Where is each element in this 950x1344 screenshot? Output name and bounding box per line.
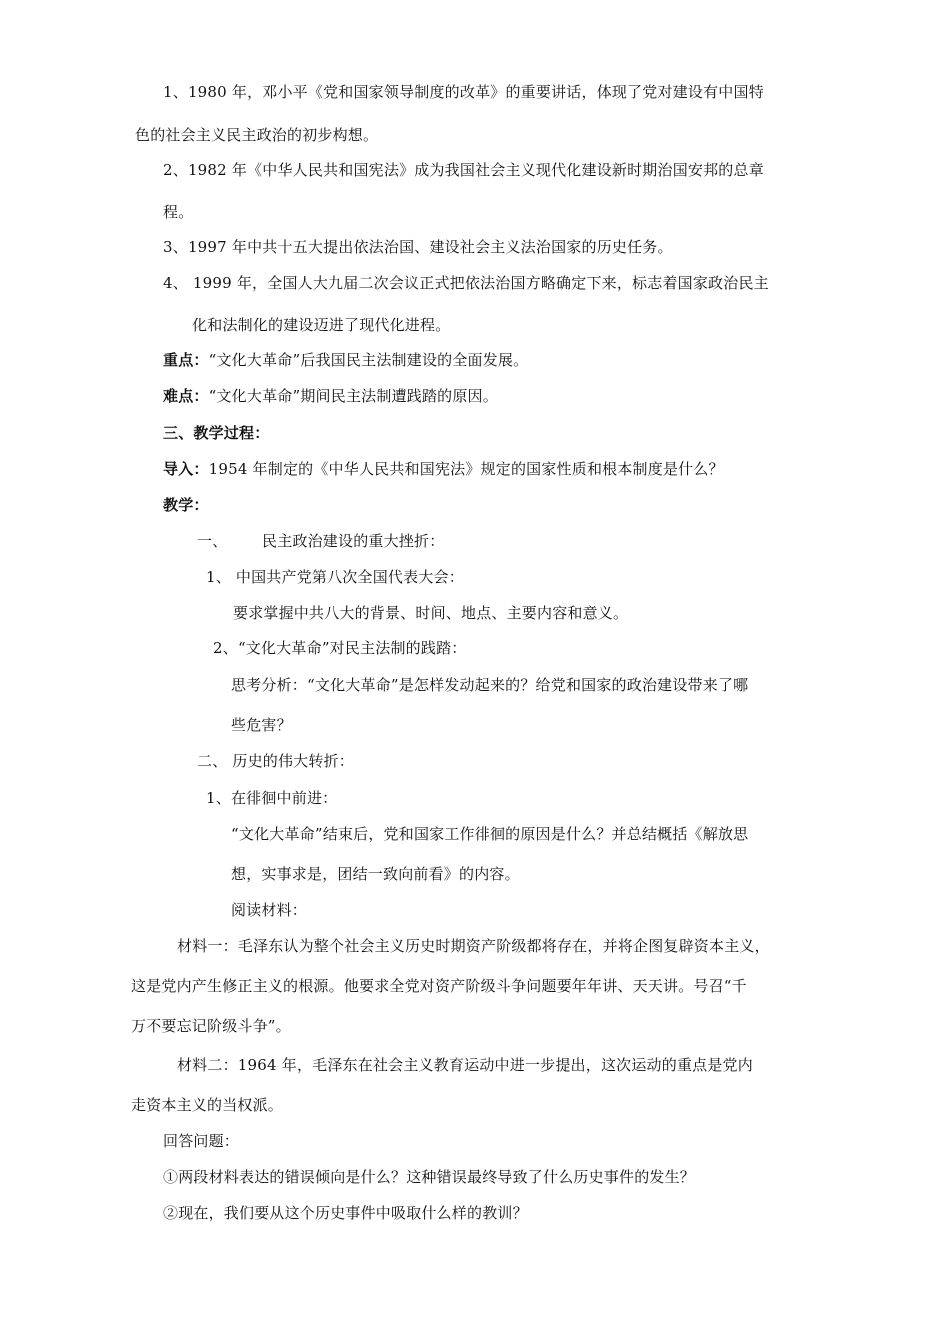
key-point	[163, 350, 528, 370]
subheading-3-question-line-2: 想，实事求是，团结一致向前看》的内容。	[231, 865, 520, 883]
heading-1-number: 一、	[197, 532, 228, 550]
section-3-heading: 三、教学过程：	[163, 424, 270, 442]
key-point-label: 重点：	[163, 351, 209, 369]
subheading-1-requirement: 要求掌握中共八大的背景、时间、地点、主要内容和意义。	[233, 604, 629, 622]
paragraph-2-line-2: 程。	[163, 203, 194, 221]
introduction-text: 1954 年制定的《中华人民共和国宪法》规定的国家性质和根本制度是什么？	[208, 460, 724, 478]
material-2-line-2: 走资本主义的当权派。	[131, 1096, 284, 1114]
subheading-3-question-line-1: “文化大革命”结束后，党和国家工作徘徊的原因是什么？并总结概括《解放思	[231, 825, 749, 843]
teaching-heading: 教学：	[163, 496, 209, 514]
question-2: ②现在，我们要从这个历史事件中吸取什么样的教训？	[163, 1204, 528, 1222]
reading-material-label: 阅读材料：	[231, 901, 308, 919]
subheading-2-question-line-2: 些危害？	[231, 716, 292, 734]
paragraph-4-line-2: 化和法制化的建设迈进了现代化进程。	[192, 316, 451, 334]
question-1: ①两段材料表达的错误倾向是什么？这种错误最终导致了什么历史事件的发生？	[163, 1168, 696, 1186]
introduction-label: 导入：	[163, 460, 209, 478]
subheading-3: 1、在徘徊中前进：	[206, 789, 338, 807]
paragraph-4-line-1: 4、 1999 年，全国人大九届二次会议正式把依法治国方略确定下来，标志着国家政治民主	[163, 274, 769, 292]
heading-2: 二、 历史的伟大转折：	[197, 752, 354, 770]
paragraph-1-line-1: 1、1980 年，邓小平《党和国家领导制度的改革》的重要讲话，体现了党对建设有中国特	[163, 83, 764, 101]
material-2-line-1: 材料二：1964 年，毛泽东在社会主义教育运动中进一步提出，这次运动的重点是党内	[177, 1056, 753, 1074]
material-1-line-1: 材料一：毛泽东认为整个社会主义历史时期资产阶级都将存在，并将企图复辟资本主义，	[177, 937, 770, 955]
answer-questions-label: 回答问题：	[163, 1132, 240, 1150]
difficult-point	[163, 386, 498, 406]
difficult-point-text: “文化大革命”期间民主法制遭践踏的原因。	[208, 387, 498, 405]
material-1-line-2: 这是党内产生修正主义的根源。他要求全党对资产阶级斗争问题要年年讲、天天讲。号召“千	[131, 977, 747, 995]
paragraph-2-line-1: 2、1982 年《中华人民共和国宪法》成为我国社会主义现代化建设新时期治国安邦的总章	[163, 161, 764, 179]
subheading-2: 2、“文化大革命”对民主法制的践踏：	[213, 639, 467, 657]
difficult-point-label: 难点：	[163, 387, 209, 405]
subheading-1: 1、 中国共产党第八次全国代表大会：	[206, 568, 464, 586]
subheading-2-question-line-1: 思考分析：“文化大革命”是怎样发动起来的？给党和国家的政治建设带来了哪	[231, 676, 749, 694]
heading-1-text: 民主政治建设的重大挫折：	[262, 532, 445, 550]
paragraph-1-line-2: 色的社会主义民主政治的初步构想。	[135, 126, 379, 144]
paragraph-3: 3、1997 年中共十五大提出依法治国、建设社会主义法治国家的历史任务。	[163, 238, 673, 256]
material-1-line-3: 万不要忘记阶级斗争”。	[131, 1017, 291, 1035]
key-point-text: “文化大革命”后我国民主法制建设的全面发展。	[208, 351, 529, 369]
introduction	[163, 459, 724, 479]
